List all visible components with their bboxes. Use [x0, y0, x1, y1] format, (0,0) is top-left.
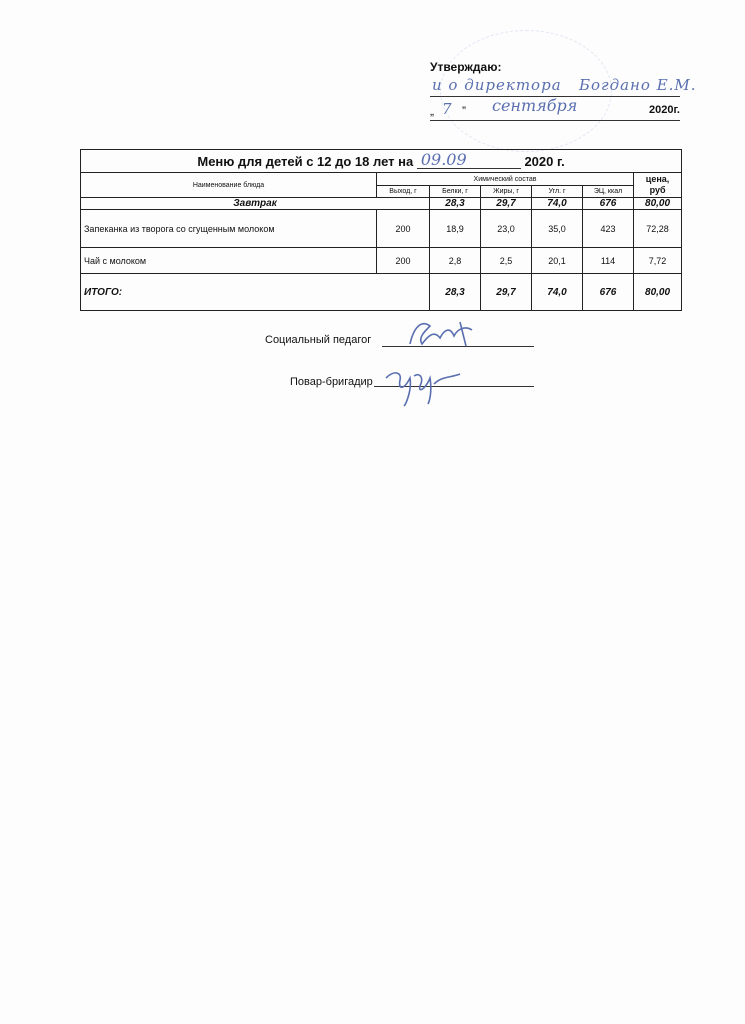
menu-title-row — [81, 150, 682, 173]
header-dish-name: Наименование блюда — [81, 173, 377, 198]
social-pedagogue-label: Социальный педагог — [265, 334, 372, 346]
approval-position: и о директора Богдано Е.М. — [432, 76, 697, 94]
chef-signature — [380, 360, 470, 410]
approval-date-line — [430, 96, 680, 121]
dish-fats: 23,0 — [481, 210, 532, 248]
menu-title-suffix: 2020 г. — [524, 154, 565, 169]
header-yield: Выход, г — [377, 186, 430, 198]
dish-proteins: 18,9 — [430, 210, 481, 248]
total-fats: 29,7 — [481, 274, 532, 311]
approval-name: Богдано Е.М. — [578, 76, 697, 94]
section-energy: 676 — [583, 198, 634, 210]
dish-name: Запеканка из творога со сгущенным молоком — [81, 210, 377, 248]
header-chem-composition: Химический состав — [377, 173, 634, 186]
total-label: ИТОГО: — [81, 274, 430, 311]
social-pedagogue-signature — [400, 316, 490, 352]
section-proteins: 28,3 — [430, 198, 481, 210]
quote-close: ” — [462, 104, 466, 118]
dish-name: Чай с молоком — [81, 248, 377, 274]
approval-year: 2020г. — [648, 104, 680, 116]
dish-fats: 2,5 — [481, 248, 532, 274]
dish-energy: 423 — [583, 210, 634, 248]
total-carbs: 74,0 — [532, 274, 583, 311]
section-fats: 29,7 — [481, 198, 532, 210]
dish-price: 72,28 — [634, 210, 682, 248]
dish-proteins: 2,8 — [430, 248, 481, 274]
section-row — [81, 198, 682, 210]
section-name: Завтрак — [81, 198, 430, 210]
menu-table — [80, 149, 682, 311]
approval-position-line — [430, 76, 697, 97]
approval-title: Утверждаю: — [430, 60, 502, 74]
approval-month: сентября — [492, 96, 578, 115]
total-price: 80,00 — [634, 274, 682, 311]
quote-open: „ — [430, 104, 434, 118]
header-carbs: Угл. г — [532, 186, 583, 198]
table-row — [81, 248, 682, 274]
header-fats: Жиры, г — [481, 186, 532, 198]
section-price: 80,00 — [634, 198, 682, 210]
menu-date: 09.09 — [420, 150, 467, 169]
section-carbs: 74,0 — [532, 198, 583, 210]
dish-carbs: 20,1 — [532, 248, 583, 274]
dish-yield: 200 — [377, 248, 430, 274]
total-energy: 676 — [583, 274, 634, 311]
total-proteins: 28,3 — [430, 274, 481, 311]
header-price: цена, руб — [634, 173, 682, 198]
header-row-1 — [81, 173, 682, 186]
total-row — [81, 274, 682, 311]
approval-day: 7 — [442, 100, 452, 118]
menu-title-prefix: Меню для детей с 12 до 18 лет на — [197, 154, 414, 169]
menu-title — [81, 150, 682, 173]
dish-yield: 200 — [377, 210, 430, 248]
table-row — [81, 210, 682, 248]
chef-label: Повар-бригадир — [290, 376, 373, 388]
header-energy: ЭЦ, ккал — [583, 186, 634, 198]
header-proteins: Белки, г — [430, 186, 481, 198]
dish-energy: 114 — [583, 248, 634, 274]
dish-carbs: 35,0 — [532, 210, 583, 248]
menu-date-line — [417, 150, 521, 169]
dish-price: 7,72 — [634, 248, 682, 274]
